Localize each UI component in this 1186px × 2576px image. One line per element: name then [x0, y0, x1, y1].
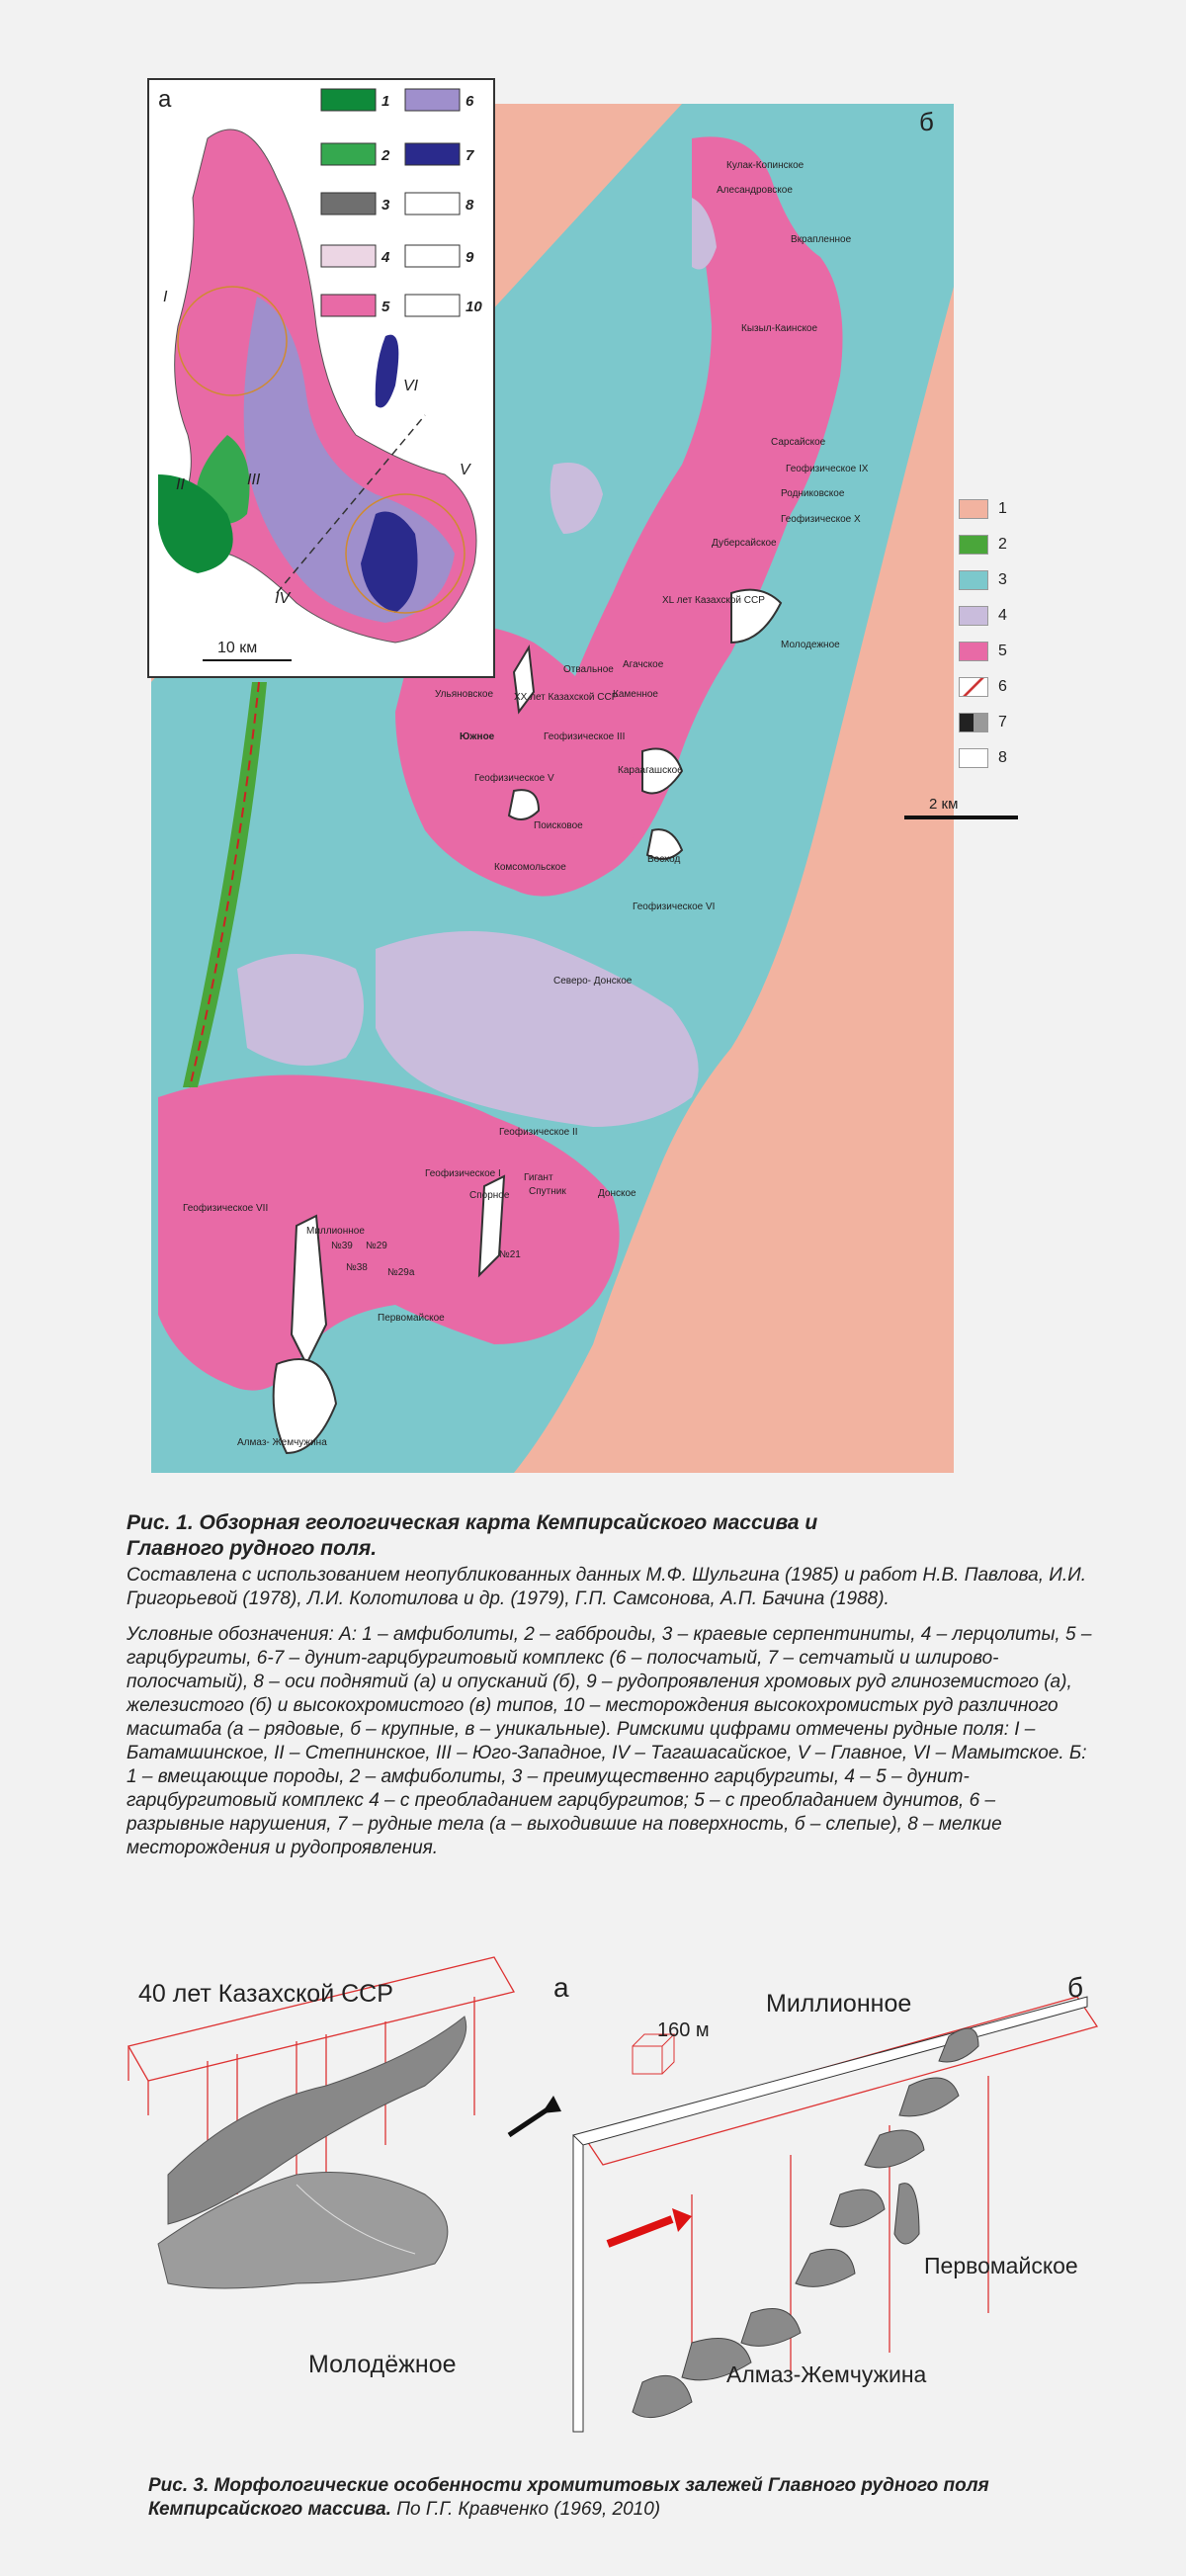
- place-label: Кызыл-Каинское: [741, 323, 818, 334]
- place-label: Караагашское: [618, 765, 683, 776]
- orebody-molodezhnoe: [158, 2017, 466, 2288]
- place-label: Спорное: [469, 1190, 510, 1201]
- place-label: Алесандровское: [717, 185, 793, 196]
- svg-text:3: 3: [381, 197, 390, 214]
- place-label: Агачское: [623, 659, 664, 670]
- fig3-title-b: Миллионное: [766, 1990, 912, 2018]
- place-label: Молодежное: [781, 640, 840, 650]
- svg-text:4: 4: [381, 249, 390, 266]
- legend-swatch: [405, 295, 460, 316]
- place-label: №29а: [387, 1267, 415, 1278]
- place-label: Геофизическое VI: [633, 902, 716, 912]
- place-label: Донское: [598, 1188, 636, 1199]
- place-label: Сарсайское: [771, 437, 826, 448]
- place-label: Спутник: [529, 1186, 566, 1197]
- place-label: Геофизическое IX: [786, 464, 869, 474]
- place-label: Алмаз- Жемчужина: [237, 1437, 327, 1448]
- scale-a-label: 10 км: [217, 640, 258, 656]
- legend-swatch: [321, 193, 376, 215]
- fig3-scale: 160 м: [657, 2019, 710, 2041]
- legend-swatch: [321, 245, 376, 267]
- legend-swatch: [321, 89, 376, 111]
- svg-text:5: 5: [381, 299, 390, 315]
- place-label: Кулак-Копинское: [726, 160, 805, 171]
- place-label: Геофизическое I: [425, 1168, 501, 1179]
- legend-swatch: [321, 143, 376, 165]
- svg-text:8: 8: [466, 197, 474, 214]
- place-label: №21: [499, 1249, 521, 1260]
- place-label: Геофизическое V: [474, 773, 554, 784]
- svg-text:7: 7: [466, 147, 474, 164]
- place-label: №29: [366, 1241, 387, 1251]
- place-label: №38: [346, 1262, 368, 1273]
- place-label: Дуберсайское: [712, 538, 777, 549]
- fig3-label-b: б: [1067, 1972, 1084, 2003]
- place-label: Комсомольское: [494, 862, 566, 873]
- place-label: Первомайское: [378, 1313, 445, 1324]
- field-label: III: [247, 472, 261, 488]
- fig3-caption-bold: Рис. 3. Морфологические особенности хромититовых залежей Главного рудного поля Кемпирсайского массива.: [148, 2475, 989, 2520]
- fig3-deposit-b1: Первомайское: [924, 2253, 1078, 2278]
- legend-swatch: [405, 245, 460, 267]
- panel-a-label: а: [158, 86, 172, 113]
- place-label: Геофизическое III: [544, 731, 626, 742]
- place-label: Гигант: [524, 1172, 553, 1183]
- fig3-label-a: а: [553, 1972, 569, 2003]
- map-panel-a: [148, 79, 494, 677]
- place-label: Южное: [460, 731, 495, 742]
- place-label: Поисковое: [534, 820, 583, 831]
- place-label: XL лет Казахской ССР: [662, 595, 765, 606]
- place-label: Отвальное: [563, 664, 614, 675]
- panel-b-label: б: [919, 107, 934, 136]
- scale-b-label: 2 км: [929, 796, 959, 813]
- fig1-source: Составлена с использованием неопубликованных данных М.Ф. Шульгина (1985) и работ Н.В. Павлова, И.И. Григорьевой (1978), Л.И. Колотилова и др. (1979), Г.П. Самсонова, А.П. Бачина (1988).: [127, 1565, 1086, 1609]
- fig3-caption: [148, 2474, 1097, 2522]
- place-label: Восход: [647, 854, 681, 865]
- ore-deposits-3d-diagram: [0, 1937, 1186, 2461]
- place-label: Родниковское: [781, 488, 845, 499]
- place-label: Ульяновское: [435, 689, 494, 700]
- svg-text:6: 6: [466, 93, 474, 110]
- legend-swatch: [405, 143, 460, 165]
- direction-arrow-b: [608, 2219, 672, 2244]
- fig3-deposit-b2: Алмаз-Жемчужина: [726, 2361, 927, 2387]
- place-label: Геофизическое II: [499, 1127, 578, 1138]
- svg-text:9: 9: [466, 249, 474, 266]
- legend-swatch: [405, 89, 460, 111]
- place-label: Северо- Донское: [553, 976, 633, 987]
- place-label: Каменное: [613, 689, 658, 700]
- field-label: VI: [403, 378, 419, 394]
- place-label: XX лет Казахской ССР: [514, 692, 619, 703]
- field-label: II: [176, 476, 185, 493]
- legend-swatch: [321, 295, 376, 316]
- fig3-caption-source: По Г.Г. Кравченко (1969, 2010): [390, 2499, 661, 2520]
- place-label: Геофизическое VII: [183, 1203, 269, 1214]
- fig3-title-a: 40 лет Казахской ССР: [138, 1980, 393, 2008]
- legend-swatch: [405, 193, 460, 215]
- place-label: Вкрапленное: [791, 234, 852, 245]
- fig1-legend-text: Условные обозначения: А: 1 – амфиболиты, 2 – габброиды, 3 – краевые серпентиниты, 4 – лерцолиты, 5 – гарцбургиты, 6-7 – дунит-гарцбургитовый комплекс (6 – полосчатый, 7 – сетчатый и шлирово-полосчатый), 8 – оси поднятий (а) и опусканий (б), 9 – рудопроявления хромовых руд глиноземистого (а), железистого (б) и высокохромистого (в) типов, 10 – месторождения высокохромистых руд различного масштаба (а – рядовые, б – крупные, в – уникальные). Римскими цифрами отмечены рудные поля: I – Батамшинское, II – Степнинское, III – Юго-Западное, IV – Тагашасайское, V – Главное, VI – Мамытское. Б: 1 – вмещающие породы, 2 – амфиболиты, 3 – преимущественно гарцбургиты, 4 – 5 – дунит-гарцбургитовый комплекс 4 – с преобладанием гарцбургитов; 5 – с преобладанием дунитов, 6 – разрывные нарушения, 7 – рудные тела (а – выходившие на поверхность, б – слепые), 8 – мелкие месторождения и рудопроявления.: [127, 1624, 1092, 1858]
- svg-text:1: 1: [381, 93, 390, 110]
- field-label: V: [460, 462, 470, 478]
- panel-b-frame: [583, 1997, 1097, 2372]
- svg-text:10: 10: [466, 299, 482, 315]
- fig3-deposit-a: Молодёжное: [308, 2351, 457, 2378]
- scale-cube: [633, 2046, 662, 2074]
- place-label: Геофизическое X: [781, 514, 861, 525]
- place-label: Миллионное: [306, 1226, 365, 1237]
- svg-text:2: 2: [381, 147, 390, 164]
- fig1-title: Рис. 1. Обзорная геологическая карта Кемпирсайского массива и Главного рудного поля.: [127, 1511, 818, 1560]
- field-label: I: [163, 289, 168, 305]
- place-label: №39: [331, 1241, 353, 1251]
- fig1-caption: [127, 1510, 1095, 1860]
- field-label: IV: [275, 590, 291, 607]
